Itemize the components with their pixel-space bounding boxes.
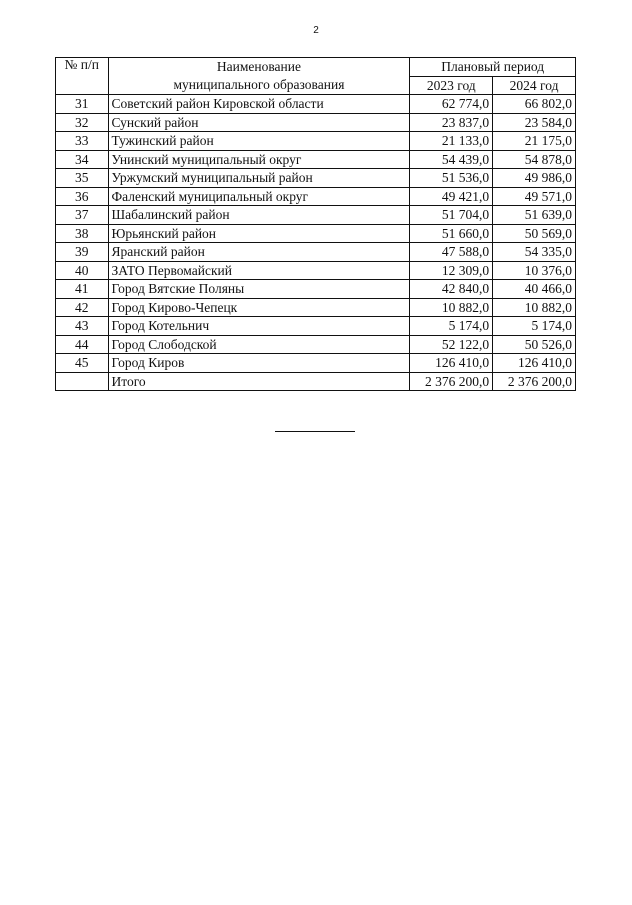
row-value-2023: 51 704,0 [410,206,493,225]
row-value-2024: 23 584,0 [493,113,576,132]
table-row [56,354,576,373]
total-value-2023: 2 376 200,0 [410,372,493,391]
header-name [108,58,410,95]
row-value-2024: 50 569,0 [493,224,576,243]
table-row [56,132,576,151]
row-value-2024: 40 466,0 [493,280,576,299]
row-value-2024: 54 878,0 [493,150,576,169]
table-row [56,298,576,317]
row-value-2024: 10 376,0 [493,261,576,280]
row-number: 40 [56,261,109,280]
row-value-2024: 21 175,0 [493,132,576,151]
row-municipality-name: Советский район Кировской области [108,95,410,114]
table-header [56,58,576,95]
row-value-2023: 126 410,0 [410,354,493,373]
row-number: 45 [56,354,109,373]
row-municipality-name: Город Кирово-Чепецк [108,298,410,317]
row-number: 44 [56,335,109,354]
total-value-2024: 2 376 200,0 [493,372,576,391]
row-number: 43 [56,317,109,336]
row-municipality-name: Город Котельнич [108,317,410,336]
table-row [56,187,576,206]
table-row [56,224,576,243]
table-row [56,95,576,114]
row-municipality-name: Тужинский район [108,132,410,151]
row-municipality-name: Фаленский муниципальный округ [108,187,410,206]
header-planning-period: Плановый период [410,58,576,77]
row-municipality-name: Сунский район [108,113,410,132]
row-value-2023: 51 660,0 [410,224,493,243]
row-value-2023: 12 309,0 [410,261,493,280]
row-value-2024: 66 802,0 [493,95,576,114]
budget-table [55,57,576,391]
row-value-2023: 52 122,0 [410,335,493,354]
row-value-2024: 50 526,0 [493,335,576,354]
table-row [56,317,576,336]
row-value-2024: 10 882,0 [493,298,576,317]
row-value-2023: 5 174,0 [410,317,493,336]
page-number: 2 [313,25,319,36]
table-row [56,280,576,299]
row-value-2024: 126 410,0 [493,354,576,373]
row-municipality-name: Юрьянский район [108,224,410,243]
table-row [56,243,576,262]
row-value-2023: 21 133,0 [410,132,493,151]
row-number: 36 [56,187,109,206]
row-municipality-name: Уржумский муниципальный район [108,169,410,188]
table-row [56,206,576,225]
row-number: 35 [56,169,109,188]
row-value-2023: 23 837,0 [410,113,493,132]
row-number: 42 [56,298,109,317]
row-municipality-name: Город Киров [108,354,410,373]
row-municipality-name: Яранский район [108,243,410,262]
row-municipality-name: ЗАТО Первомайский [108,261,410,280]
row-value-2024: 49 571,0 [493,187,576,206]
row-number: 41 [56,280,109,299]
table-row [56,169,576,188]
row-number: 37 [56,206,109,225]
row-value-2023: 42 840,0 [410,280,493,299]
total-label: Итого [108,372,410,391]
total-row [56,372,576,391]
header-year-2023: 2023 год [410,76,493,95]
row-value-2023: 10 882,0 [410,298,493,317]
row-value-2024: 51 639,0 [493,206,576,225]
table-body [56,95,576,391]
row-value-2023: 51 536,0 [410,169,493,188]
table-row [56,113,576,132]
row-number: 39 [56,243,109,262]
table-row [56,150,576,169]
total-number [56,372,109,391]
table-row [56,261,576,280]
row-number: 34 [56,150,109,169]
row-number: 38 [56,224,109,243]
row-number: 33 [56,132,109,151]
row-value-2023: 62 774,0 [410,95,493,114]
row-number: 32 [56,113,109,132]
header-number: № п/п [56,58,109,95]
row-number: 31 [56,95,109,114]
row-value-2023: 47 588,0 [410,243,493,262]
row-value-2023: 54 439,0 [410,150,493,169]
header-year-2024: 2024 год [493,76,576,95]
row-municipality-name: Город Вятские Поляны [108,280,410,299]
row-value-2023: 49 421,0 [410,187,493,206]
header-name-line1: Наименование [216,59,301,74]
end-rule [275,431,355,432]
row-municipality-name: Унинский муниципальный округ [108,150,410,169]
row-value-2024: 54 335,0 [493,243,576,262]
row-value-2024: 49 986,0 [493,169,576,188]
row-municipality-name: Шабалинский район [108,206,410,225]
header-name-line2: муниципального образования [173,77,345,93]
row-municipality-name: Город Слободской [108,335,410,354]
row-value-2024: 5 174,0 [493,317,576,336]
table-row [56,335,576,354]
